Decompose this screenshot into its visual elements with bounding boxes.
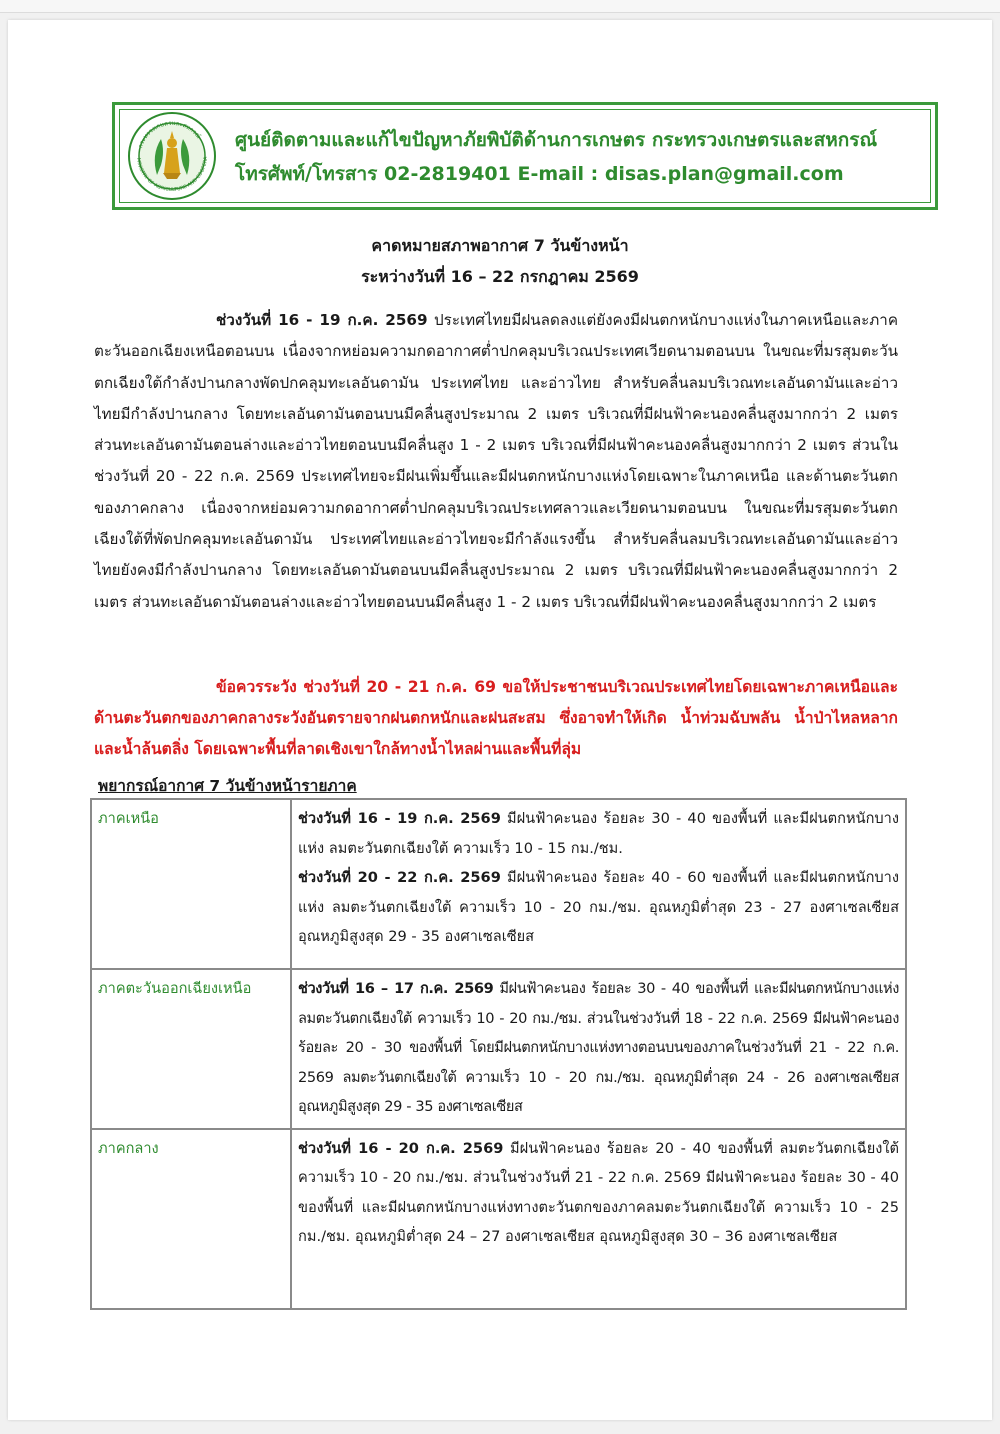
region-period bbox=[298, 1134, 899, 1252]
period-text: มีฝนฟ้าคะนอง ร้อยละ 40 - 60 ของพื้นที่ และมีฝนตกหนักบางแห่ง ลมตะวันตกเฉียงใต้ ความเร็ว 10 - 20 กม./ชม. อุณหภูมิต่ำสุด 23 - 27 องศาเซลเซียส อุณหภูมิสูงสุด 29 - 35 องศาเซลเซียส bbox=[298, 869, 899, 945]
warning-text: ข้อควรระวัง ช่วงวันที่ 20 - 21 ก.ค. 69 ขอให้ประชาชนบริเวณประเทศไทยโดยเฉพาะภาคเหนือและด้านตะวันตกของภาคกลางระวังอันตรายจากฝนตกหนักและฝนสะสม ซึ่งอาจทำให้เกิด น้ำท่วมฉับพลัน น้ำป่าไหลหลาก และน้ำล้นตลิ่ง โดยเฉพาะพื้นที่ลาดเชิงเขาใกล้ทางน้ำไหลผ่านและพื้นที่ลุ่ม bbox=[94, 678, 898, 758]
browser-top-strip bbox=[0, 0, 1000, 13]
table-row bbox=[91, 969, 906, 1129]
region-detail bbox=[291, 799, 906, 969]
period-lead: ช่วงวันที่ 16 - 19 ก.ค. 2569 bbox=[298, 810, 501, 827]
regional-forecast-table bbox=[90, 798, 907, 1310]
doc-title: คาดหมายสภาพอากาศ 7 วันข้างหน้า bbox=[371, 236, 629, 255]
region-name: ภาคเหนือ bbox=[91, 799, 291, 969]
warning-paragraph bbox=[94, 672, 898, 765]
regional-forecast-title: พยากรณ์อากาศ 7 วันข้างหน้ารายภาค bbox=[98, 777, 357, 795]
ministry-logo-icon bbox=[127, 111, 217, 201]
region-name: ภาคตะวันออกเฉียงเหนือ bbox=[91, 969, 291, 1129]
period-lead: ช่วงวันที่ 16 - 20 ก.ค. 2569 bbox=[298, 1139, 504, 1157]
summary-lead: ช่วงวันที่ 16 - 19 ก.ค. 2569 bbox=[216, 311, 428, 329]
table-row bbox=[91, 799, 906, 969]
summary-paragraph bbox=[94, 305, 898, 618]
svg-text:MINISTRY OF AGRICULTURE AND CO: MINISTRY OF AGRICULTURE AND COOPERA bbox=[135, 156, 210, 194]
letterhead bbox=[112, 102, 938, 210]
region-detail bbox=[291, 1129, 906, 1309]
document-page bbox=[8, 20, 992, 1420]
region-period bbox=[298, 804, 899, 863]
org-contact: โทรศัพท์/โทรสาร 02-2819401 E-mail : disas.plan@gmail.com bbox=[235, 163, 844, 185]
region-period bbox=[298, 974, 899, 1122]
svg-text:กระทรวงเกษตรและสหกรณ์: กระทรวงเกษตรและสหกรณ์ bbox=[137, 119, 202, 149]
period-text: มีฝนฟ้าคะนอง ร้อยละ 20 - 40 ของพื้นที่ ลมตะวันตกเฉียงใต้ ความเร็ว 10 - 20 กม./ชม. ส่วนในช่วงวันที่ 21 - 22 ก.ค. 2569 มีฝนฟ้าคะนอง ร้อยละ 30 - 40 ของพื้นที่ และมีฝนตกหนักบางแห่งทางตะวันตกของภาคลมตะวันตกเฉียงใต้ ความเร็ว 10 - 25 กม./ชม. อุณหภูมิต่ำสุด 24 – 27 องศาเซลเซียส อุณหภูมิสูงสุด 30 – 36 องศาเซลเซียส bbox=[298, 1139, 899, 1245]
period-text: มีฝนฟ้าคะนอง ร้อยละ 30 - 40 ของพื้นที่ และมีฝนตกหนักบางแห่ง ลมตะวันตกเฉียงใต้ ความเร็ว 10 - 15 กม./ชม. bbox=[298, 810, 899, 857]
region-detail bbox=[291, 969, 906, 1129]
region-name: ภาคกลาง bbox=[91, 1129, 291, 1309]
table-row bbox=[91, 1129, 906, 1309]
region-period bbox=[298, 863, 899, 952]
period-text: มีฝนฟ้าคะนอง ร้อยละ 30 - 40 ของพื้นที่ และมีฝนตกหนักบางแห่ง ลมตะวันตกเฉียงใต้ ความเร็ว 10 - 20 กม./ชม. ส่วนในช่วงวันที่ 18 - 22 ก.ค. 2569 มีฝนฟ้าคะนอง ร้อยละ 20 - 30 ของพื้นที่ โดยมีฝนตกหนักบางแห่งทางตอนบนของภาคในช่วงวันที่ 21 - 22 ก.ค. 2569 ลมตะวันตกเฉียงใต้ ความเร็ว 10 - 20 กม./ชม. อุณหภูมิต่ำสุด 24 - 26 องศาเซลเซียส อุณหภูมิสูงสุด 29 - 35 องศาเซลเซียส bbox=[298, 980, 899, 1115]
period-lead: ช่วงวันที่ 20 - 22 ก.ค. 2569 bbox=[298, 869, 501, 886]
summary-text: ประเทศไทยมีฝนลดลงแต่ยังคงมีฝนตกหนักบางแห่งในภาคเหนือและภาคตะวันออกเฉียงเหนือตอนบน เนื่องจากหย่อมความกดอากาศต่ำปกคลุมบริเวณประเทศเวียดนามตอนบน ในขณะที่มรสุมตะวันตกเฉียงใต้กำลังปานกลางพัดปกคลุมทะเลอันดามัน ประเทศไทย และอ่าวไทย สำหรับคลื่นลมบริเวณทะเลอันดามันและอ่าวไทยมีกำลังปานกลาง โดยทะเลอันดามันตอนบนมีคลื่นสูงประมาณ 2 เมตร บริเวณที่มีฝนฟ้าคะนองคลื่นสูงมากกว่า 2 เมตร ส่วนทะเลอันดามันตอนล่างและอ่าวไทยตอนบนมีคลื่นสูง 1 - 2 เมตร บริเวณที่มีฝนฟ้าคะนองคลื่นสูงมากกว่า 2 เมตร ส่วนในช่วงวันที่ 20 - 22 ก.ค. 2569 ประเทศไทยจะมีฝนเพิ่มขึ้นและมีฝนตกหนักบางแห่งโดยเฉพาะในภาคเหนือ และด้านตะวันตกของภาคกลาง เนื่องจากหย่อมความกดอากาศต่ำปกคลุมบริเวณประเทศลาวและเวียดนามตอนบน ในขณะที่มรสุมตะวันตกเฉียงใต้ที่พัดปกคลุมทะเลอันดามัน ประเทศไทยและอ่าวไทยจะมีกำลังแรงขึ้น สำหรับคลื่นลมบริเวณทะเลอันดามันและอ่าวไทยยังคงมีกำลังปานกลาง โดยทะเลอันดามันตอนบนมีคลื่นสูงประมาณ 2 เมตร บริเวณที่มีฝนฟ้าคะนองคลื่นสูงมากกว่า 2 เมตร ส่วนทะเลอันดามันตอนล่างและอ่าวไทยตอนบนมีคลื่นสูง 1 - 2 เมตร บริเวณที่มีฝนฟ้าคะนองคลื่นสูงมากกว่า 2 เมตร bbox=[94, 311, 898, 611]
org-name: ศูนย์ติดตามและแก้ไขปัญหาภัยพิบัติด้านการเกษตร กระทรวงเกษตรและสหกรณ์ bbox=[235, 129, 878, 151]
period-lead: ช่วงวันที่ 16 – 17 ก.ค. 2569 bbox=[298, 980, 494, 997]
doc-date-range: ระหว่างวันที่ 16 – 22 กรกฎาคม 2569 bbox=[361, 267, 639, 286]
